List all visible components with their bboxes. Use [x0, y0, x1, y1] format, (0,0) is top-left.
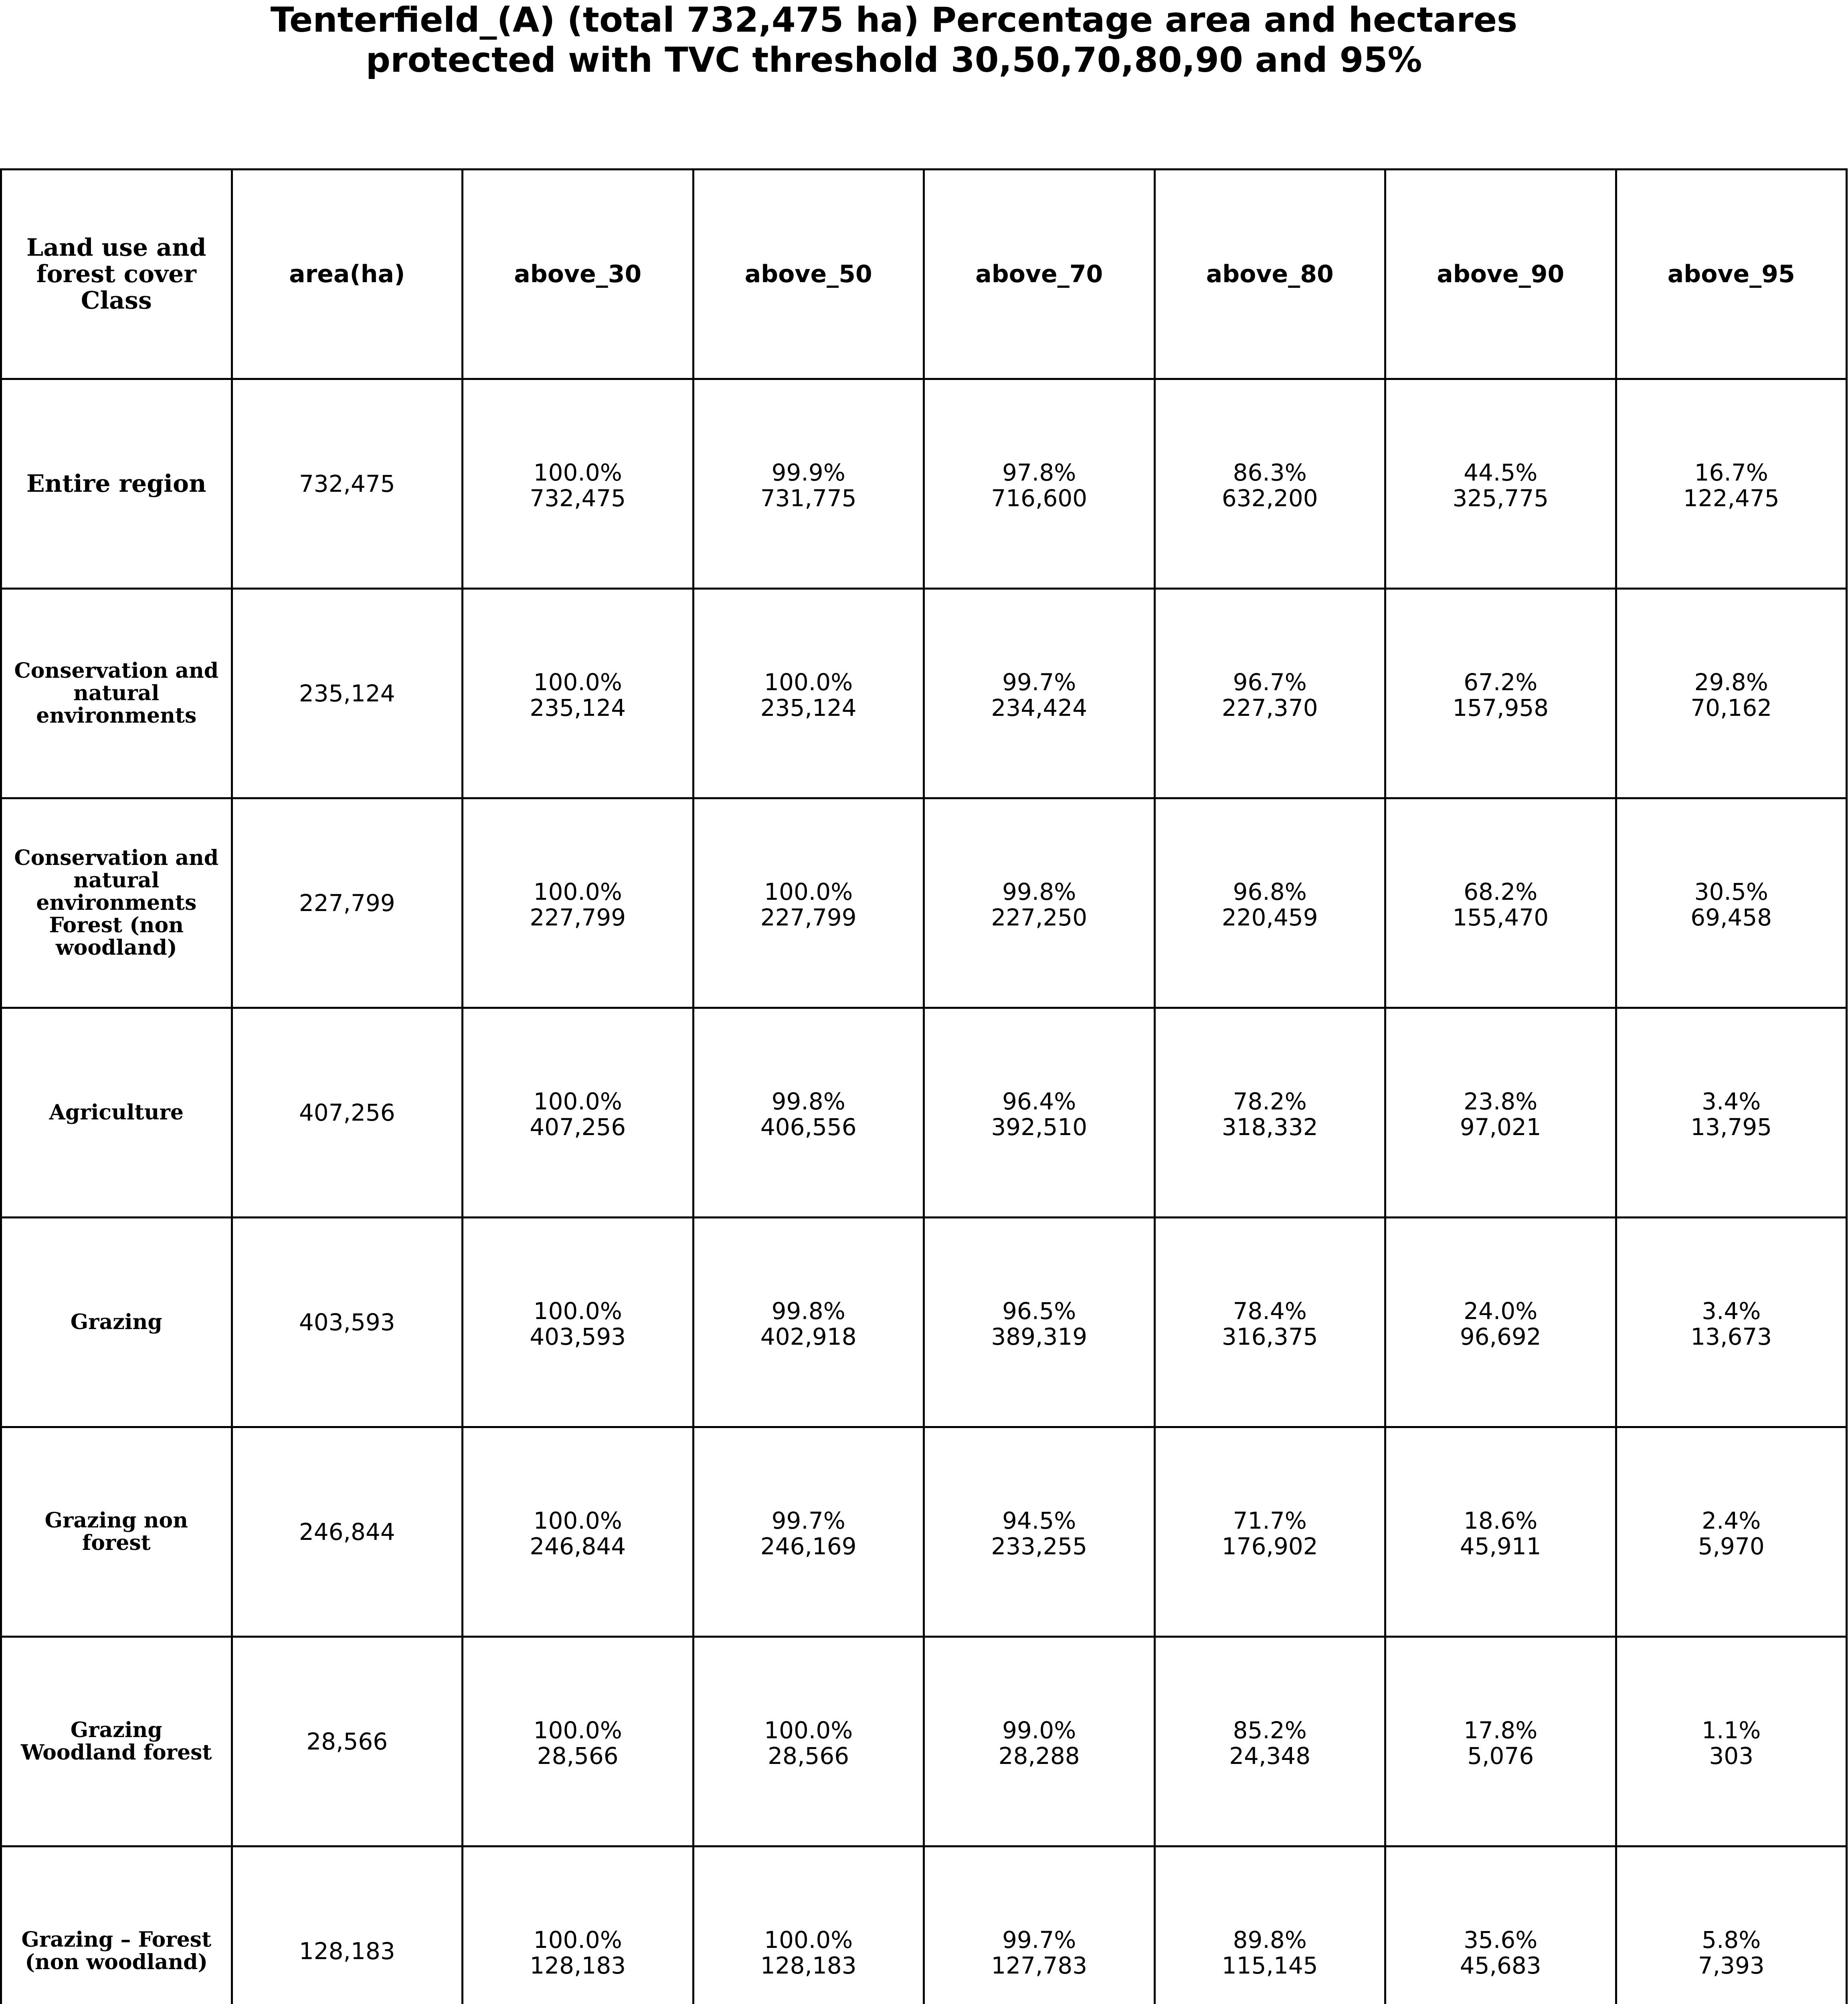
percent-value: 3.4% [1702, 1297, 1761, 1325]
header-above-50-label: above_50 [744, 260, 872, 288]
header-area [232, 170, 463, 379]
threshold-cell [1616, 1008, 1847, 1218]
percent-value: 99.8% [771, 1297, 845, 1325]
class-label: Conservation and natural environments [14, 659, 219, 728]
area-value: 403,593 [299, 1309, 395, 1336]
hectares-value: 128,183 [530, 1952, 626, 1979]
table-body [1, 379, 1847, 2004]
class-label: Grazing Woodland forest [21, 1718, 212, 1765]
area-value: 732,475 [299, 470, 395, 497]
hectares-value: 246,169 [760, 1533, 857, 1560]
percent-value: 86.3% [1233, 459, 1307, 486]
percent-value: 30.5% [1694, 878, 1768, 905]
threshold-cell [693, 1427, 924, 1637]
title-line-1: Tenterfield_(A) (total 732,475 ha) Percentage area and hectares [270, 0, 1518, 40]
hectares-value: 70,162 [1690, 694, 1772, 721]
table-row [1, 379, 1847, 589]
page-title [0, 0, 1788, 80]
percent-value: 100.0% [533, 1297, 622, 1325]
hectares-value: 69,458 [1690, 904, 1772, 931]
header-above-50 [693, 170, 924, 379]
hectares-value: 233,255 [991, 1533, 1088, 1560]
header-above-70 [924, 170, 1155, 379]
threshold-cell [1385, 589, 1616, 798]
hectares-value: 45,911 [1460, 1533, 1541, 1560]
hectares-value: 28,288 [998, 1742, 1080, 1770]
percent-value: 85.2% [1233, 1717, 1307, 1744]
hectares-value: 632,200 [1221, 485, 1318, 512]
threshold-cell [693, 379, 924, 589]
threshold-cell [1154, 1846, 1385, 2004]
hectares-value: 24,348 [1229, 1742, 1311, 1770]
hectares-value: 28,566 [768, 1742, 849, 1770]
threshold-cell [463, 1218, 694, 1427]
threshold-cell [924, 379, 1155, 589]
class-cell [1, 379, 232, 589]
percent-value: 100.0% [764, 1926, 853, 1953]
header-class [1, 170, 232, 379]
hectares-value: 389,319 [991, 1323, 1088, 1350]
title-line-2: protected with TVC threshold 30,50,70,80,90 and 95% [366, 40, 1422, 80]
threshold-cell [924, 1846, 1155, 2004]
percent-value: 44.5% [1464, 459, 1538, 486]
threshold-cell [924, 798, 1155, 1008]
percent-value: 24.0% [1464, 1297, 1538, 1325]
hectares-value: 406,556 [760, 1113, 857, 1141]
threshold-cell [924, 1637, 1155, 1846]
percent-value: 16.7% [1694, 459, 1768, 486]
class-label: Entire region [26, 470, 206, 498]
threshold-cell [924, 589, 1155, 798]
hectares-value: 246,844 [530, 1533, 626, 1560]
class-label: Grazing – Forest (non woodland) [21, 1927, 212, 1974]
percent-value: 96.8% [1233, 878, 1307, 905]
area-cell [232, 798, 463, 1008]
area-value: 246,844 [299, 1518, 395, 1545]
hectares-value: 96,692 [1460, 1323, 1541, 1350]
table-row [1, 1008, 1847, 1218]
percent-value: 96.7% [1233, 669, 1307, 696]
threshold-cell [1385, 1427, 1616, 1637]
hectares-value: 303 [1709, 1742, 1754, 1770]
header-above-30-label: above_30 [514, 260, 642, 288]
threshold-cell [1616, 1218, 1847, 1427]
hectares-value: 13,795 [1690, 1113, 1772, 1141]
percent-value: 100.0% [533, 1926, 622, 1953]
percent-value: 96.4% [1002, 1088, 1076, 1115]
threshold-cell [1154, 1218, 1385, 1427]
class-cell [1, 1637, 232, 1846]
header-above-95-label: above_95 [1667, 260, 1795, 288]
class-cell [1, 1008, 232, 1218]
hectares-value: 716,600 [991, 485, 1088, 512]
class-cell [1, 589, 232, 798]
class-label: Grazing [70, 1310, 162, 1334]
hectares-value: 392,510 [991, 1113, 1088, 1141]
threshold-cell [693, 798, 924, 1008]
header-class-label: Land use and forest cover Class [26, 234, 206, 315]
threshold-cell [463, 798, 694, 1008]
hectares-value: 316,375 [1221, 1323, 1318, 1350]
header-above-80-label: above_80 [1206, 260, 1334, 288]
table-row [1, 1427, 1847, 1637]
percent-value: 99.0% [1002, 1717, 1076, 1744]
hectares-value: 227,799 [760, 904, 857, 931]
header-above-70-label: above_70 [975, 260, 1103, 288]
area-cell [232, 1008, 463, 1218]
header-above-95 [1616, 170, 1847, 379]
percent-value: 89.8% [1233, 1926, 1307, 1953]
area-cell [232, 1637, 463, 1846]
threshold-cell [693, 589, 924, 798]
class-label: Grazing non forest [44, 1508, 188, 1555]
percent-value: 100.0% [533, 878, 622, 905]
header-above-30 [463, 170, 694, 379]
percent-value: 99.8% [771, 1088, 845, 1115]
hectares-value: 28,566 [537, 1742, 619, 1770]
percent-value: 99.7% [1002, 669, 1076, 696]
percent-value: 100.0% [533, 1717, 622, 1744]
header-above-80 [1154, 170, 1385, 379]
hectares-value: 5,076 [1467, 1742, 1534, 1770]
hectares-value: 157,958 [1452, 694, 1549, 721]
percent-value: 78.4% [1233, 1297, 1307, 1325]
threshold-cell [693, 1218, 924, 1427]
area-cell [232, 589, 463, 798]
area-value: 128,183 [299, 1937, 395, 1965]
hectares-value: 115,145 [1221, 1952, 1318, 1979]
area-value: 235,124 [299, 680, 395, 707]
threshold-cell [463, 1427, 694, 1637]
percent-value: 2.4% [1702, 1507, 1761, 1534]
threshold-cell [1385, 1008, 1616, 1218]
percent-value: 29.8% [1694, 669, 1768, 696]
area-cell [232, 379, 463, 589]
hectares-value: 122,475 [1683, 485, 1779, 512]
threshold-cell [693, 1846, 924, 2004]
threshold-cell [693, 1008, 924, 1218]
hectares-value: 176,902 [1221, 1533, 1318, 1560]
table-row [1, 1218, 1847, 1427]
table-header-row [1, 170, 1847, 379]
class-cell [1, 1846, 232, 2004]
hectares-value: 318,332 [1221, 1113, 1318, 1141]
table-row [1, 1846, 1847, 2004]
class-cell [1, 1427, 232, 1637]
hectares-value: 128,183 [760, 1952, 857, 1979]
area-cell [232, 1846, 463, 2004]
threshold-cell [463, 1846, 694, 2004]
percent-value: 5.8% [1702, 1926, 1761, 1953]
area-value: 28,566 [306, 1728, 388, 1755]
threshold-cell [1616, 798, 1847, 1008]
hectares-value: 235,124 [530, 694, 626, 721]
threshold-cell [1616, 1846, 1847, 2004]
threshold-cell [463, 1008, 694, 1218]
hectares-value: 7,393 [1698, 1952, 1765, 1979]
hectares-value: 227,370 [1221, 694, 1318, 721]
class-cell [1, 798, 232, 1008]
hectares-value: 325,775 [1452, 485, 1549, 512]
percent-value: 99.9% [771, 459, 845, 486]
percent-value: 99.7% [771, 1507, 845, 1534]
threshold-cell [1154, 589, 1385, 798]
threshold-cell [1154, 1637, 1385, 1846]
threshold-cell [924, 1008, 1155, 1218]
hectares-value: 13,673 [1690, 1323, 1772, 1350]
threshold-cell [1616, 1427, 1847, 1637]
threshold-cell [924, 1218, 1155, 1427]
percent-value: 100.0% [764, 1717, 853, 1744]
percent-value: 100.0% [764, 669, 853, 696]
area-value: 227,799 [299, 889, 395, 917]
class-label: Conservation and natural environments Forest (non woodland) [14, 846, 219, 960]
threshold-cell [924, 1427, 1155, 1637]
percent-value: 100.0% [533, 1088, 622, 1115]
hectares-value: 227,799 [530, 904, 626, 931]
percent-value: 97.8% [1002, 459, 1076, 486]
hectares-value: 234,424 [991, 694, 1088, 721]
hectares-value: 402,918 [760, 1323, 857, 1350]
percent-value: 23.8% [1464, 1088, 1538, 1115]
protection-table [0, 168, 1848, 2004]
percent-value: 94.5% [1002, 1507, 1076, 1534]
threshold-cell [463, 589, 694, 798]
threshold-cell [1616, 1637, 1847, 1846]
header-area-label: area(ha) [289, 260, 405, 288]
hectares-value: 403,593 [530, 1323, 626, 1350]
threshold-cell [463, 1637, 694, 1846]
threshold-cell [1616, 379, 1847, 589]
hectares-value: 227,250 [991, 904, 1088, 931]
table-row [1, 1637, 1847, 1846]
percent-value: 100.0% [533, 459, 622, 486]
threshold-cell [1385, 798, 1616, 1008]
percent-value: 1.1% [1702, 1717, 1761, 1744]
threshold-cell [1385, 379, 1616, 589]
percent-value: 71.7% [1233, 1507, 1307, 1534]
threshold-cell [693, 1637, 924, 1846]
hectares-value: 127,783 [991, 1952, 1088, 1979]
hectares-value: 155,470 [1452, 904, 1549, 931]
hectares-value: 731,775 [760, 485, 857, 512]
percent-value: 100.0% [533, 1507, 622, 1534]
threshold-cell [1385, 1637, 1616, 1846]
hectares-value: 45,683 [1460, 1952, 1541, 1979]
threshold-cell [1154, 1427, 1385, 1637]
threshold-cell [1385, 1846, 1616, 2004]
hectares-value: 407,256 [530, 1113, 626, 1141]
area-cell [232, 1427, 463, 1637]
class-label: Agriculture [49, 1100, 184, 1125]
hectares-value: 97,021 [1460, 1113, 1541, 1141]
percent-value: 67.2% [1464, 669, 1538, 696]
area-cell [232, 1218, 463, 1427]
percent-value: 35.6% [1464, 1926, 1538, 1953]
header-above-90 [1385, 170, 1616, 379]
percent-value: 96.5% [1002, 1297, 1076, 1325]
header-above-90-label: above_90 [1437, 260, 1565, 288]
threshold-cell [1154, 379, 1385, 589]
threshold-cell [463, 379, 694, 589]
hectares-value: 5,970 [1698, 1533, 1765, 1560]
percent-value: 18.6% [1464, 1507, 1538, 1534]
percent-value: 100.0% [764, 878, 853, 905]
percent-value: 99.7% [1002, 1926, 1076, 1953]
percent-value: 3.4% [1702, 1088, 1761, 1115]
table-row [1, 589, 1847, 798]
percent-value: 17.8% [1464, 1717, 1538, 1744]
threshold-cell [1154, 798, 1385, 1008]
threshold-cell [1154, 1008, 1385, 1218]
percent-value: 68.2% [1464, 878, 1538, 905]
percent-value: 100.0% [533, 669, 622, 696]
threshold-cell [1385, 1218, 1616, 1427]
area-value: 407,256 [299, 1099, 395, 1126]
class-cell [1, 1218, 232, 1427]
percent-value: 78.2% [1233, 1088, 1307, 1115]
table-row [1, 798, 1847, 1008]
hectares-value: 235,124 [760, 694, 857, 721]
threshold-cell [1616, 589, 1847, 798]
percent-value: 99.8% [1002, 878, 1076, 905]
hectares-value: 220,459 [1221, 904, 1318, 931]
hectares-value: 732,475 [530, 485, 626, 512]
